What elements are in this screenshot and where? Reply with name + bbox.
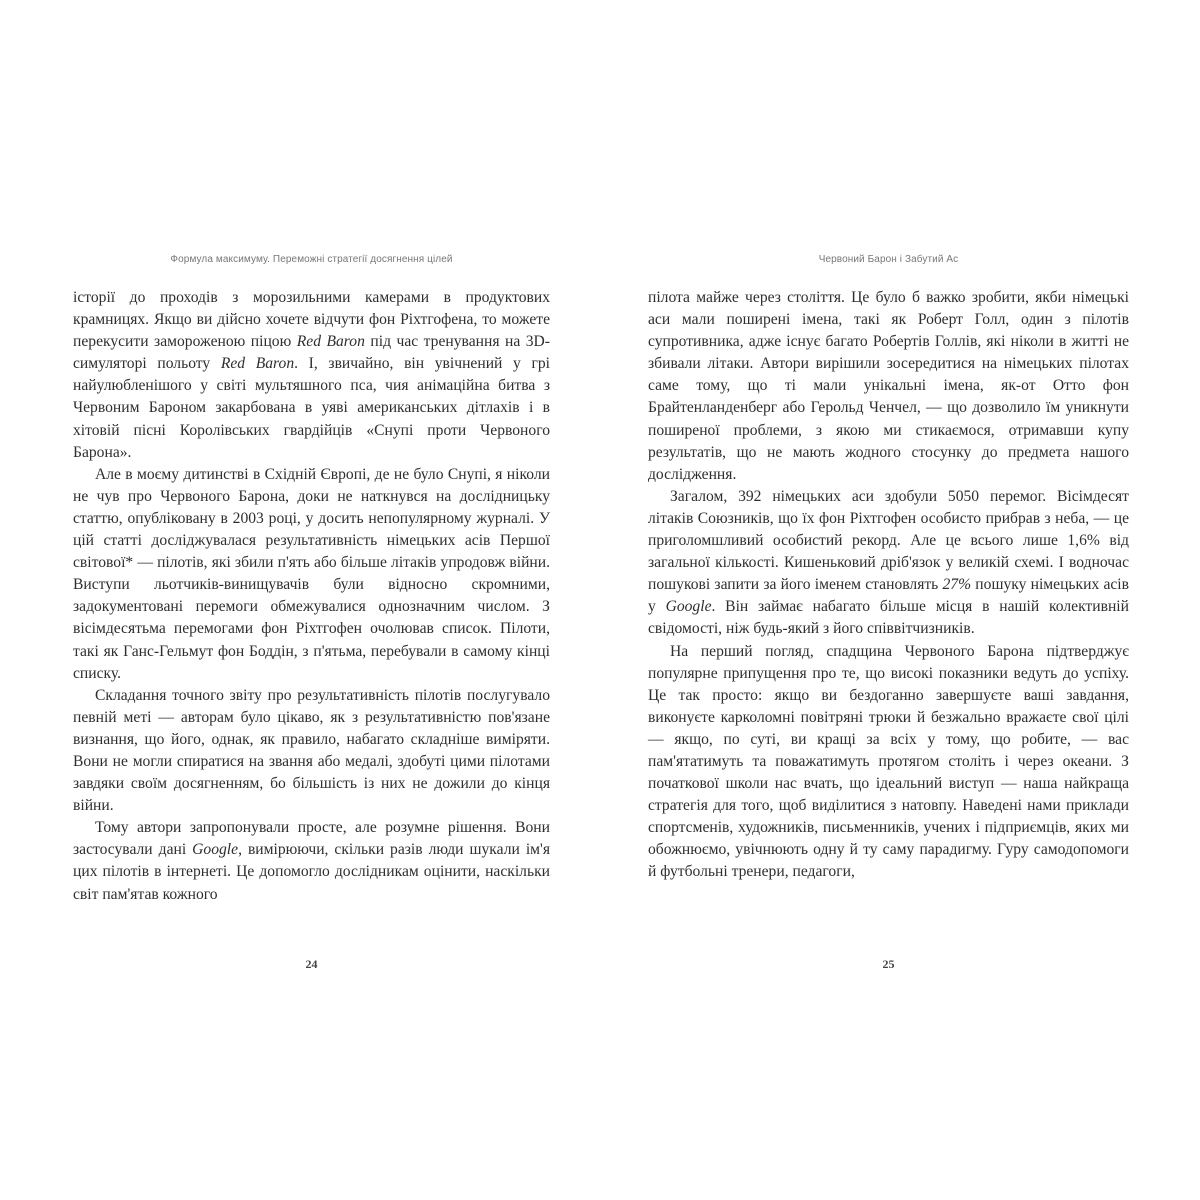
- text-run: Тому автори запропонували просте, але розумне рішення. Вони застосували дані: [73, 819, 550, 859]
- text-run: Складання точного звіту про результативність пілотів послугувало певній меті — авторам було цікаво, як з результативністю пов'язане визнання, що його, однак, як правило, набагато складніше виміряти. Вони не могли спиратися на звання або медалі, здобуті цими пілотами завдяки своїм досягненням, бо більшість із них не дожили до кінця війни.: [73, 686, 550, 815]
- paragraph: [73, 685, 550, 818]
- paragraph: [73, 464, 550, 685]
- left-page: [73, 0, 550, 1200]
- text-run: Але в моєму дитинстві в Східній Європі, де не було Снупі, я ніколи не чув про Червоного Барона, доки не наткнувся на дослідницьку статтю, опубліковану в 2003 році, у досить непопулярному журналі. У цій статті досліджувалася результативність німецьких асів Першої світової* — пілотів, які збили п'ять або більше літаків упродовж війни. Виступи льотчиків-винищувачів були відносно скромними, задокументовані перемоги обмежувалися однозначним числом. З вісімдесятьма перемогами фон Ріхтгофен очолював список. Пілоти, такі як Ганс-Гельмут фон Боддін, з п'ятьма, перебували в самому кінці списку.: [73, 465, 550, 682]
- body-text: [73, 287, 550, 906]
- body-text: [648, 287, 1129, 884]
- text-run: На перший погляд, спадщина Червоного Барона підтверджує популярне припущення про те, що високі показники ведуть до успіху. Це так просто: якщо ви бездоганно завершуєте ваші завдання, виконуєте карколомні повітряні трюки й безжально вражаєте свої цілі — якщо, по суті, ви кращі за всіх у тому, що робите, — вас пам'ятатимуть та поважатимуть протягом століть і через океани. З початкової школи нас вчать, що ідеальний виступ — наша найкраща стратегія для того, щоб виділитися з натовпу. Наведені нами приклади спортсменів, художників, письменників, учених і підприємців, яких ми обожнюємо, увічнюють одну й ту саму парадигму. Гуру самодопомоги й футбольні тренери, педагоги,: [648, 642, 1129, 881]
- italic-text: Red Baron: [296, 333, 365, 351]
- running-head-book-title: Формула максимуму. Переможні стратегії досягнення цілей: [170, 254, 453, 265]
- italic-text: 27%: [942, 576, 972, 594]
- italic-text: Red Baron: [220, 355, 295, 373]
- paragraph: [73, 287, 550, 464]
- text-run: під час тренування на 3D-симуляторі польоту: [73, 333, 550, 373]
- paragraph: [648, 287, 1129, 486]
- italic-text: Google: [665, 598, 712, 616]
- text-run: пошуку німецьких асів у: [648, 576, 1129, 616]
- page-number: 24: [305, 957, 318, 971]
- text-run: , вимірюючи, скільки разів люди шукали ім'я цих пілотів в інтернеті. Це допомогло дослідникам оцінити, наскільки світ пам'ятав кожного: [73, 841, 550, 903]
- running-head-chapter-title: Червоний Барон і Забутий Ас: [818, 254, 959, 265]
- text-run: . Він займає набагато більше місця в нашій колективній свідомості, ніж будь-який з його співвітчизників.: [648, 598, 1129, 638]
- italic-text: Google: [192, 841, 239, 859]
- text-run: історії до проходів з морозильними камерами в продуктових крамницях. Якщо ви дійсно хочете відчути фон Ріхтгофена, то можете перекусити замороженою піцою: [73, 289, 550, 351]
- right-page: [648, 0, 1129, 1200]
- page-number: 25: [882, 957, 895, 971]
- paragraph: [648, 641, 1129, 884]
- text-run: пілота майже через століття. Це було б важко зробити, якби німецькі аси мали поширені імена, такі як Роберт Голл, один з пілотів супротивника, адже існує багато Робертів Голлів, які ніколи в житті не збивали літаки. Автори вирішили зосередитися на німецьких пілотах саме тому, що ті мали унікальні імена, як-от Отто фон Брайтенланденберг або Герольд Ченчел, — що дозволило їм уникнути поширеної проблеми, з якою ми стикаємося, отримавши купу результатів, що не мають жодного стосунку до предмета нашого дослідження.: [648, 289, 1129, 483]
- text-run: . І, звичайно, він увічнений у грі найулюбленішого у світі мультяшного пса, чия анімаційна битва з Червоним Бароном закарбована в уяві американських дітлахів і в хітовій пісні Королівських гвардійців «Снупі проти Червоного Барона».: [73, 355, 550, 461]
- paragraph: [648, 486, 1129, 641]
- paragraph: [73, 817, 550, 905]
- text-run: Загалом, 392 німецьких аси здобули 5050 перемог. Вісімдесят літаків Союзників, що їх фон Ріхтгофен особисто прибрав з неба, — це приголомшливий особистий рекорд. Але це всього лише 1,6% від загальної кількості. Кишеньковий дріб'язок у великій схемі. І водночас пошукові запити за його іменем становлять: [648, 487, 1129, 594]
